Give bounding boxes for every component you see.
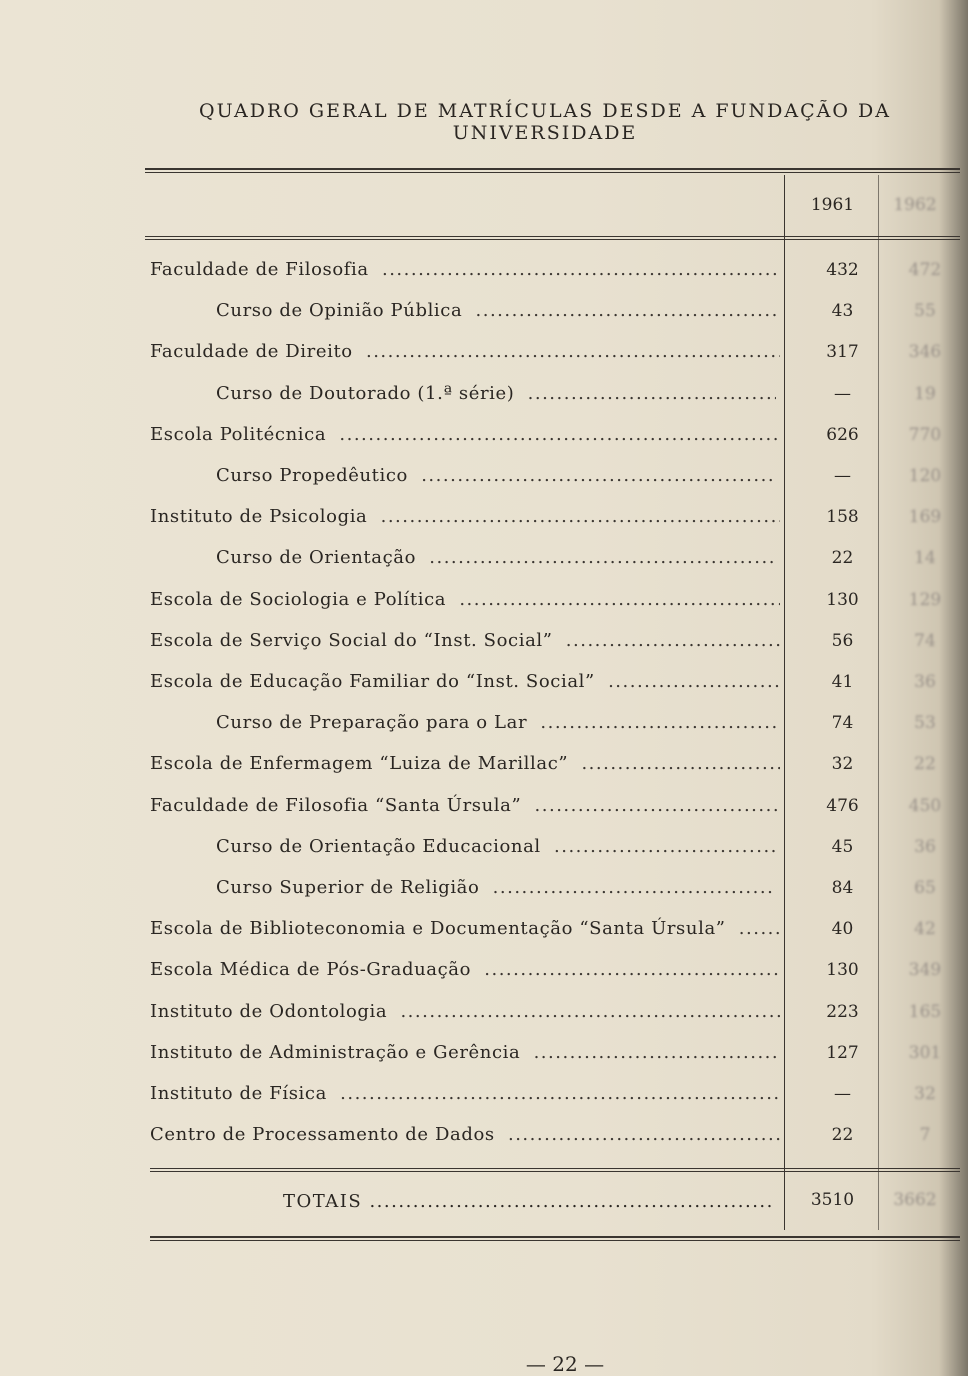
row-label — [150, 420, 780, 450]
table-row — [150, 791, 950, 821]
page-number: — 22 — — [525, 1352, 605, 1376]
table-row — [150, 667, 950, 697]
row-label — [150, 1079, 780, 1109]
table-row — [150, 255, 950, 285]
row-label-text: Curso de Orientação — [216, 547, 417, 569]
row-label-text: Faculdade de Filosofia — [150, 259, 369, 280]
table-row — [150, 1079, 950, 1109]
table-row — [150, 955, 950, 985]
row-label-text: Faculdade de Filosofia “Santa Úrsula” — [150, 794, 522, 816]
row-label — [150, 749, 780, 779]
top-rule-thin — [145, 172, 960, 173]
bottom-rule — [150, 1236, 960, 1238]
table-title — [150, 100, 940, 144]
value-1962: 53 — [914, 713, 936, 734]
row-label — [216, 296, 776, 326]
value-1962: 770 — [908, 424, 942, 445]
table-row — [150, 914, 950, 944]
value-1961: 130 — [826, 589, 859, 610]
header-rule — [145, 236, 960, 237]
value-1962: 22 — [914, 754, 936, 775]
value-1962: 19 — [914, 383, 936, 404]
value-1961: — — [834, 466, 851, 486]
row-label-text: Instituto de Odontologia — [150, 1000, 388, 1022]
row-label-text: Curso de Opinião Pública — [216, 300, 463, 322]
row-label — [150, 955, 780, 985]
table-row — [150, 461, 950, 491]
row-label-text: Escola Médica de Pós-Graduação — [150, 959, 472, 981]
row-label-text: Curso Superior de Religião — [216, 877, 480, 898]
row-label — [216, 873, 776, 903]
value-1962: 55 — [914, 301, 936, 322]
value-1962: 165 — [908, 1001, 942, 1022]
value-1962: 120 — [908, 466, 942, 486]
row-label-text: Instituto de Administração e Gerência — [150, 1041, 521, 1063]
row-label — [150, 337, 780, 367]
row-label-text: Instituto de Física — [150, 1083, 327, 1104]
totals-1962: 3662 — [893, 1190, 937, 1210]
row-label — [150, 626, 780, 656]
totals-rule — [150, 1168, 960, 1169]
value-1961: 127 — [826, 1042, 859, 1063]
value-1961: 40 — [831, 919, 854, 940]
value-1961: — — [834, 383, 851, 404]
table-row — [150, 997, 950, 1027]
value-1961: 56 — [831, 630, 854, 651]
table-row — [150, 1038, 950, 1068]
value-1961: 41 — [831, 672, 854, 692]
totals-1961: 3510 — [810, 1190, 855, 1210]
table-row — [150, 585, 950, 615]
value-1961: 626 — [826, 424, 859, 445]
value-1962: 14 — [914, 548, 936, 569]
value-1961: 43 — [831, 301, 854, 322]
row-label-text: Escola de Sociologia e Política — [150, 588, 447, 610]
value-1962: 450 — [908, 795, 942, 816]
table-row — [150, 1120, 950, 1150]
value-1962: 74 — [914, 630, 936, 651]
row-label-text: Escola Politécnica — [150, 423, 327, 445]
table-row — [150, 832, 950, 862]
row-label-text: Escola de Serviço Social do “Inst. Social” — [150, 629, 553, 651]
column-divider-2 — [878, 175, 879, 1230]
top-rule — [145, 168, 960, 170]
row-label-text: Curso de Orientação Educacional — [216, 835, 541, 857]
row-label — [150, 791, 780, 821]
table-row — [150, 543, 950, 573]
row-label-text: Escola de Educação Familiar do “Inst. Social” — [150, 671, 595, 692]
table-row — [150, 626, 950, 656]
value-1962: 36 — [914, 836, 936, 857]
row-label — [216, 543, 776, 573]
table-row — [150, 296, 950, 326]
table-row — [150, 708, 950, 738]
row-label — [150, 255, 780, 285]
value-1962: 7 — [919, 1125, 931, 1146]
value-1961: 130 — [826, 960, 859, 981]
row-label-text: Curso de Doutorado (1.ª série) — [216, 382, 515, 404]
value-1961: 22 — [831, 1125, 854, 1146]
value-1962: 472 — [908, 260, 942, 280]
table-row — [150, 749, 950, 779]
value-1962: 42 — [914, 919, 936, 940]
value-1961: 317 — [826, 342, 859, 363]
row-label-text: Centro de Processamento de Dados — [150, 1124, 495, 1146]
row-label-text: Escola de Enfermagem “Luiza de Marillac” — [150, 753, 569, 775]
value-1961: 476 — [826, 795, 859, 816]
column-divider-1 — [784, 175, 785, 1230]
value-1962: 32 — [914, 1084, 936, 1104]
row-label — [150, 997, 780, 1027]
table-row — [150, 379, 950, 409]
value-1962: 169 — [908, 507, 942, 528]
title-line-2: UNIVERSIDADE — [452, 122, 638, 144]
value-1961: 45 — [831, 836, 854, 857]
row-label — [216, 832, 776, 862]
value-1962: 349 — [908, 960, 942, 981]
table-row — [150, 337, 950, 367]
row-label-text: Curso de Preparação para o Lar — [216, 712, 528, 734]
value-1961: 74 — [831, 713, 854, 734]
column-header-1962: 1962 — [893, 195, 937, 215]
totals-label: TOTAIS ..... — [283, 1187, 773, 1217]
row-label — [150, 1120, 780, 1150]
value-1961: 22 — [831, 548, 854, 569]
value-1962: 129 — [908, 589, 942, 610]
row-label — [150, 914, 780, 944]
value-1962: 346 — [908, 342, 942, 363]
table-row — [150, 420, 950, 450]
header-rule-thin — [145, 239, 960, 240]
row-label — [216, 461, 776, 491]
row-label-text: Instituto de Psicologia — [150, 506, 368, 528]
value-1962: 36 — [914, 672, 936, 692]
row-label — [216, 708, 776, 738]
row-label-text: Faculdade de Direito — [150, 341, 353, 363]
column-header-1961: 1961 — [810, 195, 855, 215]
title-line-1: QUADRO GERAL DE MATRÍCULAS DESDE A FUNDAÇÃO DA — [199, 100, 891, 122]
totals-rule-thin — [150, 1171, 960, 1172]
value-1961: 84 — [831, 878, 854, 898]
bottom-rule-thin — [150, 1240, 960, 1241]
row-label-text: Escola de Biblioteconomia e Documentação “Santa Úrsula” — [150, 918, 726, 940]
row-label — [150, 585, 780, 615]
row-label — [150, 667, 780, 697]
value-1962: 65 — [914, 878, 936, 898]
value-1961: 432 — [826, 260, 859, 280]
value-1961: 32 — [831, 754, 854, 775]
value-1961: 158 — [826, 507, 859, 528]
value-1962: 301 — [908, 1042, 942, 1063]
value-1961: — — [834, 1084, 851, 1104]
table-row — [150, 502, 950, 532]
row-label — [150, 1038, 780, 1068]
row-label-text: Curso Propedêutico — [216, 465, 408, 486]
row-label — [216, 379, 776, 409]
row-label — [150, 502, 780, 532]
value-1961: 223 — [826, 1001, 859, 1022]
table-row — [150, 873, 950, 903]
